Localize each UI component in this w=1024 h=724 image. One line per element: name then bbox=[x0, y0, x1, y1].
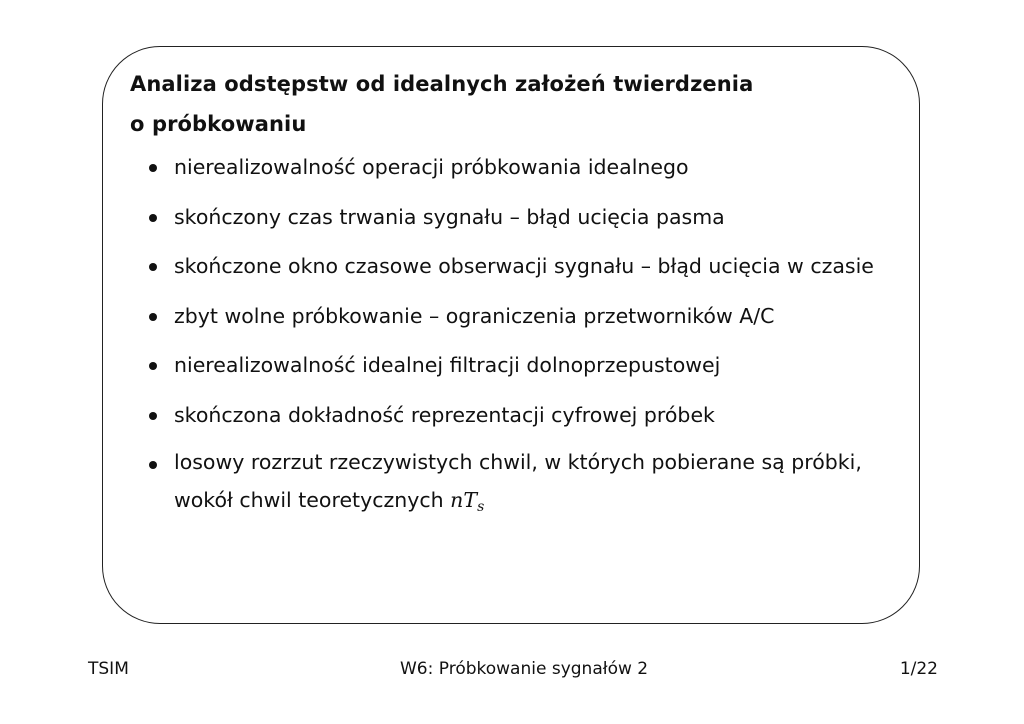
bullet-item bbox=[146, 344, 916, 386]
bullet-item bbox=[146, 295, 916, 337]
bullet-text: skończona dokładność reprezentacji cyfrowej próbek bbox=[174, 402, 715, 427]
bullet-dot-icon bbox=[149, 214, 157, 222]
bullet-dot-icon bbox=[149, 362, 157, 370]
bullet-dot-icon bbox=[149, 461, 157, 469]
bullet-text: skończone okno czasowe obserwacji sygnału – błąd ucięcia w czasie bbox=[174, 254, 874, 278]
bullet-dot-icon bbox=[149, 313, 157, 321]
bullet-text: skończony czas trwania sygnału – błąd ucięcia pasma bbox=[174, 204, 725, 229]
bullet-text-line-2 bbox=[174, 481, 916, 526]
footer-page-number: 1/22 bbox=[899, 659, 938, 679]
slide-title bbox=[130, 64, 890, 144]
bullet-item bbox=[146, 394, 916, 436]
bullet-text: zbyt wolne próbkowanie – ograniczenia przetworników A/C bbox=[174, 303, 775, 328]
math-nTs bbox=[450, 488, 485, 515]
bullet-item bbox=[146, 196, 916, 238]
bullet-item bbox=[146, 443, 916, 526]
title-line-2: o próbkowaniu bbox=[130, 112, 307, 136]
bullet-item bbox=[146, 245, 916, 287]
footer-course: TSIM bbox=[88, 659, 129, 679]
footer-lecture-title: W6: Próbkowanie sygnałów 2 bbox=[400, 659, 649, 679]
bullet-dot-icon bbox=[149, 412, 157, 420]
bullet-list bbox=[146, 146, 916, 534]
math-base: nT bbox=[450, 488, 478, 512]
bullet-text: nierealizowalność idealnej filtracji dolnoprzepustowej bbox=[174, 353, 721, 377]
bullet-dot-icon bbox=[149, 263, 157, 271]
title-line-1: Analiza odstępstw od idealnych założeń twierdzenia bbox=[130, 72, 754, 96]
bullet-dot-icon bbox=[149, 164, 157, 172]
bullet-text: nierealizowalność operacji próbkowania idealnego bbox=[174, 155, 689, 179]
bullet-text-line-1: losowy rozrzut rzeczywistych chwil, w których pobierane są próbki, bbox=[174, 450, 862, 474]
bullet-item bbox=[146, 146, 916, 188]
math-subscript: s bbox=[477, 499, 485, 515]
bullet-text-line-2-words: wokół chwil teoretycznych bbox=[174, 488, 451, 512]
